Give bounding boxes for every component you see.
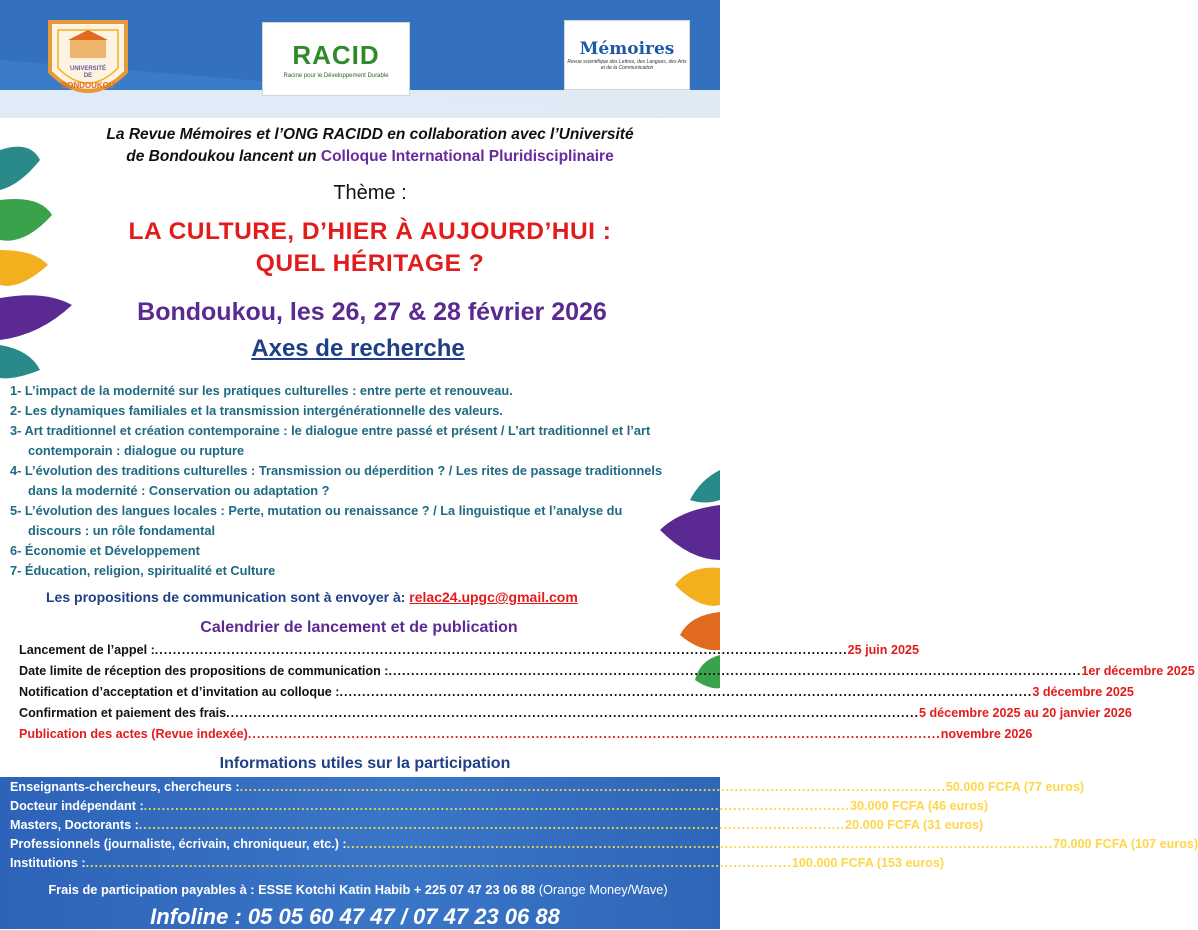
university-bottom-text: BONDOUKOU [61, 81, 115, 90]
memoires-tagline: Revue scientifique des Lettres, des Langues, des Arts et de la Communication [567, 59, 687, 71]
payment-methods: (Orange Money/Wave) [538, 882, 668, 897]
calendar-row: Confirmation et paiement des frais .......................................................................................................................................................... 5 décembre 2025 au 20 janvier 2026 [19, 706, 1132, 720]
proposal-text: Les propositions de communication sont à envoyer à: [46, 589, 406, 605]
payment-info [0, 882, 716, 897]
racid-name: RACID [292, 39, 380, 70]
theme-title-line-2: QUEL HÉRITAGE ? [255, 250, 485, 277]
calendar-title: Calendrier de lancement et de publication [200, 619, 518, 636]
fee-row: Enseignants-chercheurs, chercheurs : ............................................................................................................................................................. 50.000 FCFA (77 euros) [10, 780, 1085, 794]
fee-row: Professionnels (journaliste, écrivain, chroniqueur, etc.) : ............................................................................................................................................................. 70.000 FCFA (107 euros) [10, 837, 1198, 851]
axis-item: 1- L’impact de la modernité sur les pratiques culturelles : entre perte et renouveau. [10, 383, 513, 398]
racid-logo [262, 22, 410, 96]
university-logo [40, 14, 136, 110]
axis-item: 4- L’évolution des traditions culturelles : Transmission ou déperdition ? / Les rites de passage traditionnels dans la modernité : Conservation ou adaptation ? [10, 463, 663, 498]
event-date: Bondoukou, les 26, 27 & 28 février 2026 [137, 298, 607, 326]
theme-title-line-1: LA CULTURE, D’HIER À AUJOURD’HUI : [128, 218, 612, 245]
info-title: Informations utiles sur la participation [219, 755, 511, 772]
axis-item: 2- Les dynamiques familiales et la transmission intergénérationnelle des valeurs. [10, 403, 503, 418]
university-crest-icon [40, 14, 136, 110]
payment-text: Frais de participation payables à : ESSE Kotchi Katin Habib + 225 07 47 23 06 88 [48, 882, 536, 897]
contact-email-link[interactable]: relac24.upgc@gmail.com [409, 589, 578, 605]
axes-title: Axes de recherche [251, 335, 465, 362]
axis-item: 6- Économie et Développement [10, 543, 200, 558]
university-top-text: UNIVERSITÉ [69, 66, 106, 72]
intro-text [40, 124, 700, 168]
axes-list [10, 381, 706, 581]
memoires-name: Mémoires [579, 39, 675, 59]
university-middle-text: DE [83, 73, 93, 79]
intro-line-1: La Revue Mémoires et l’ONG RACIDD en collaboration avec l’Université [106, 126, 634, 143]
intro-line-2 [40, 146, 700, 168]
fee-row: Institutions : ............................................................................................................................................................. 100.000 FCFA (153 euros) [10, 856, 945, 870]
theme-title [40, 216, 700, 280]
proposal-line [46, 589, 578, 605]
calendar-row: Lancement de l’appel : .......................................................................................................................................................... 25 juin 2025 [19, 643, 920, 657]
memoires-logo [564, 20, 690, 90]
fee-row: Masters, Doctorants : ............................................................................................................................................................. 20.000 FCFA (31 euros) [10, 818, 984, 832]
calendar-row: Publication des actes (Revue indexée) .......................................................................................................................................................... novembre 2026 [19, 727, 1033, 741]
theme-label: Thème : [333, 182, 407, 204]
intro-line-2-pre: de Bondoukou lancent un [126, 148, 317, 165]
axis-item: 3- Art traditionnel et création contemporaine : le dialogue entre passé et présent / L’art traditionnel et l’art contemporain : dialogue ou rupture [10, 423, 651, 458]
fees-list [10, 778, 1198, 873]
calendar-list [19, 640, 1195, 745]
fee-row: Docteur indépendant : ............................................................................................................................................................. 30.000 FCFA (46 euros) [10, 799, 989, 813]
axis-item: 5- L’évolution des langues locales : Perte, mutation ou renaissance ? / La linguistique et l’analyse du discours : un rôle fondamental [10, 503, 623, 538]
infoline-phone: Infoline : 05 05 60 47 47 / 07 47 23 06 88 [150, 904, 560, 929]
colloque-highlight: Colloque International Pluridisciplinaire [320, 148, 614, 165]
racid-tagline: Racine pour le Développement Durable [283, 72, 389, 79]
axis-item: 7- Éducation, religion, spiritualité et Culture [10, 563, 276, 578]
calendar-row: Notification d’acceptation et d’invitation au colloque : .......................................................................................................................................................... 3 décembre 2025 [19, 685, 1134, 699]
calendar-row: Date limite de réception des propositions de communication : .......................................................................................................................................................... 1er décembre 2025 [19, 664, 1195, 678]
